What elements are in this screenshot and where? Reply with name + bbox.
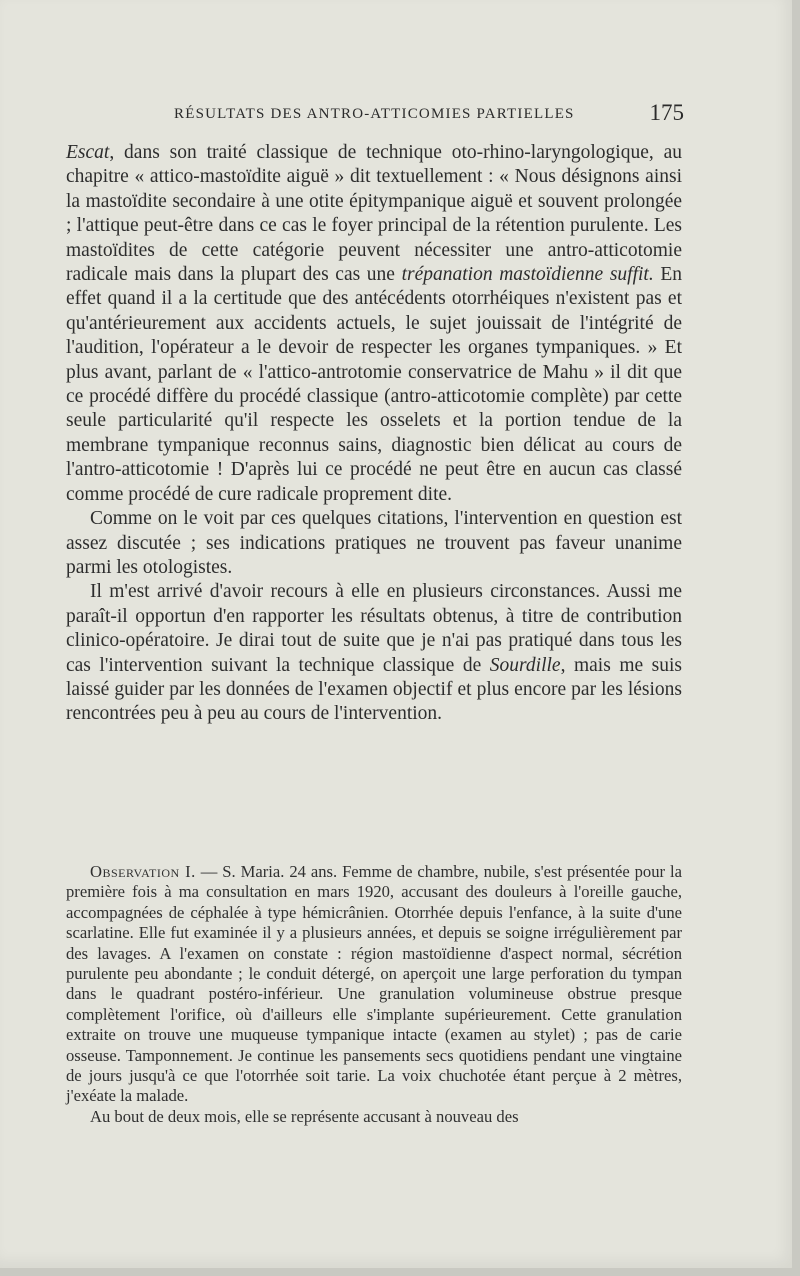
observation-block [66, 862, 682, 1127]
paragraph-3 [66, 580, 682, 726]
page-number: 175 [649, 100, 684, 125]
author-name: Escat [66, 142, 110, 163]
page-header [66, 100, 686, 130]
paragraph-1-text-b: En effet quand il a la certitude que des antécédents otorrhéiques n'existent pas et qu'antérieurement aux accidents actuels, le sujet jouissait de l'intégrité de l'audition, l'opérateur a le devoir de respecter les organes tympaniques. » Et plus avant, parlant de « l'attico-antrotomie conservatrice de Mahu » il dit que ce procédé diffère du procédé classique (antro-atticotomie complète) par cette seule particularité qu'il respecte les osselets et la portion tendue de la membrane tympanique reconnus sains, diagnostic bien délicat au cours de l'antro-atticotomie ! D'après lui ce procédé ne peut être en aucun cas classé comme procédé de cure radicale proprement dite. [66, 264, 682, 505]
observation-label: Observation I. [90, 862, 196, 881]
paragraph-2: Comme on le voit par ces quelques citations, l'intervention en question est assez discutée ; ses indications pratiques ne trouvent pas faveur unanime parmi les otologistes. [66, 508, 682, 578]
running-title: RÉSULTATS DES ANTRO-ATTICOMIES PARTIELLES [174, 106, 575, 122]
italic-name: Sourdille [489, 654, 561, 676]
paragraph-3-text-b: , mais me suis laissé guider par les données de l'examen objectif et plus encore par les lésions rencontrées peu à peu au cours de l'intervention. [66, 654, 683, 725]
paragraph-1-text-a: , dans son traité classique de technique oto-rhino-laryngologique, au chapitre « attico-mastoïdite aiguë » dit textuellement : « Nous désignons ainsi la mastoïdite secondaire à une otite épitympanique aiguë et souvent prolongée ; l'attique peut-être dans ce cas le foyer principal de la rétention purulente. Les mastoïdites de cette catégorie peuvent nécessiter une antro-atticotomie radicale mais dans la plupart des cas une [66, 142, 682, 286]
paragraph-3-text-a: Il m'est arrivé d'avoir recours à elle en plusieurs circonstances. Aussi me paraît-il opportun d'en rapporter les résultats obtenus, à titre de contribution clinico-opératoire. Je dirai tout de suite que je n'ai pas pratiqué dans tous les cas l'intervention suivant la technique classique de [66, 581, 682, 676]
observation-text: — S. Maria. 24 ans. Femme de chambre, nubile, s'est présentée pour la première fois à ma consultation en mars 1920, accusant des douleurs à l'oreille gauche, accompagnées de céphalée à type hémicrânien. Otorrhée depuis l'enfance, à la suite d'une scarlatine. Elle fut examinée il y a plusieurs années, et depuis se soigne irrégulièrement par des lavages. A l'examen on constate : région mastoïdienne d'aspect normal, sécrétion purulente peu abondante ; le conduit détergé, on aperçoit une large perforation du tympan dans le quadrant postéro-inférieur. Une granulation volumineuse obstrue presque complètement l'orifice, où d'ailleurs elle s'implante supérieurement. Cette granulation extraite on trouve une muqueuse tympanique intacte (examen au stylet) ; pas de carie osseuse. Tamponnement. Je continue les pansements secs quotidiens pendant une vingtaine de jours jusqu'à ce que l'otorrhée soit tarie. La voix chuchotée étant perçue à 2 mètres, j'exéate la malade. [66, 862, 682, 1106]
italic-term: trépanation mastoïdienne suffit. [401, 264, 654, 286]
observation-continuation: Au bout de deux mois, elle se représente accusant à nouveau des [90, 1106, 519, 1126]
paragraph-1 [66, 141, 682, 507]
observation-paragraph [66, 862, 682, 1107]
main-text [66, 141, 682, 727]
